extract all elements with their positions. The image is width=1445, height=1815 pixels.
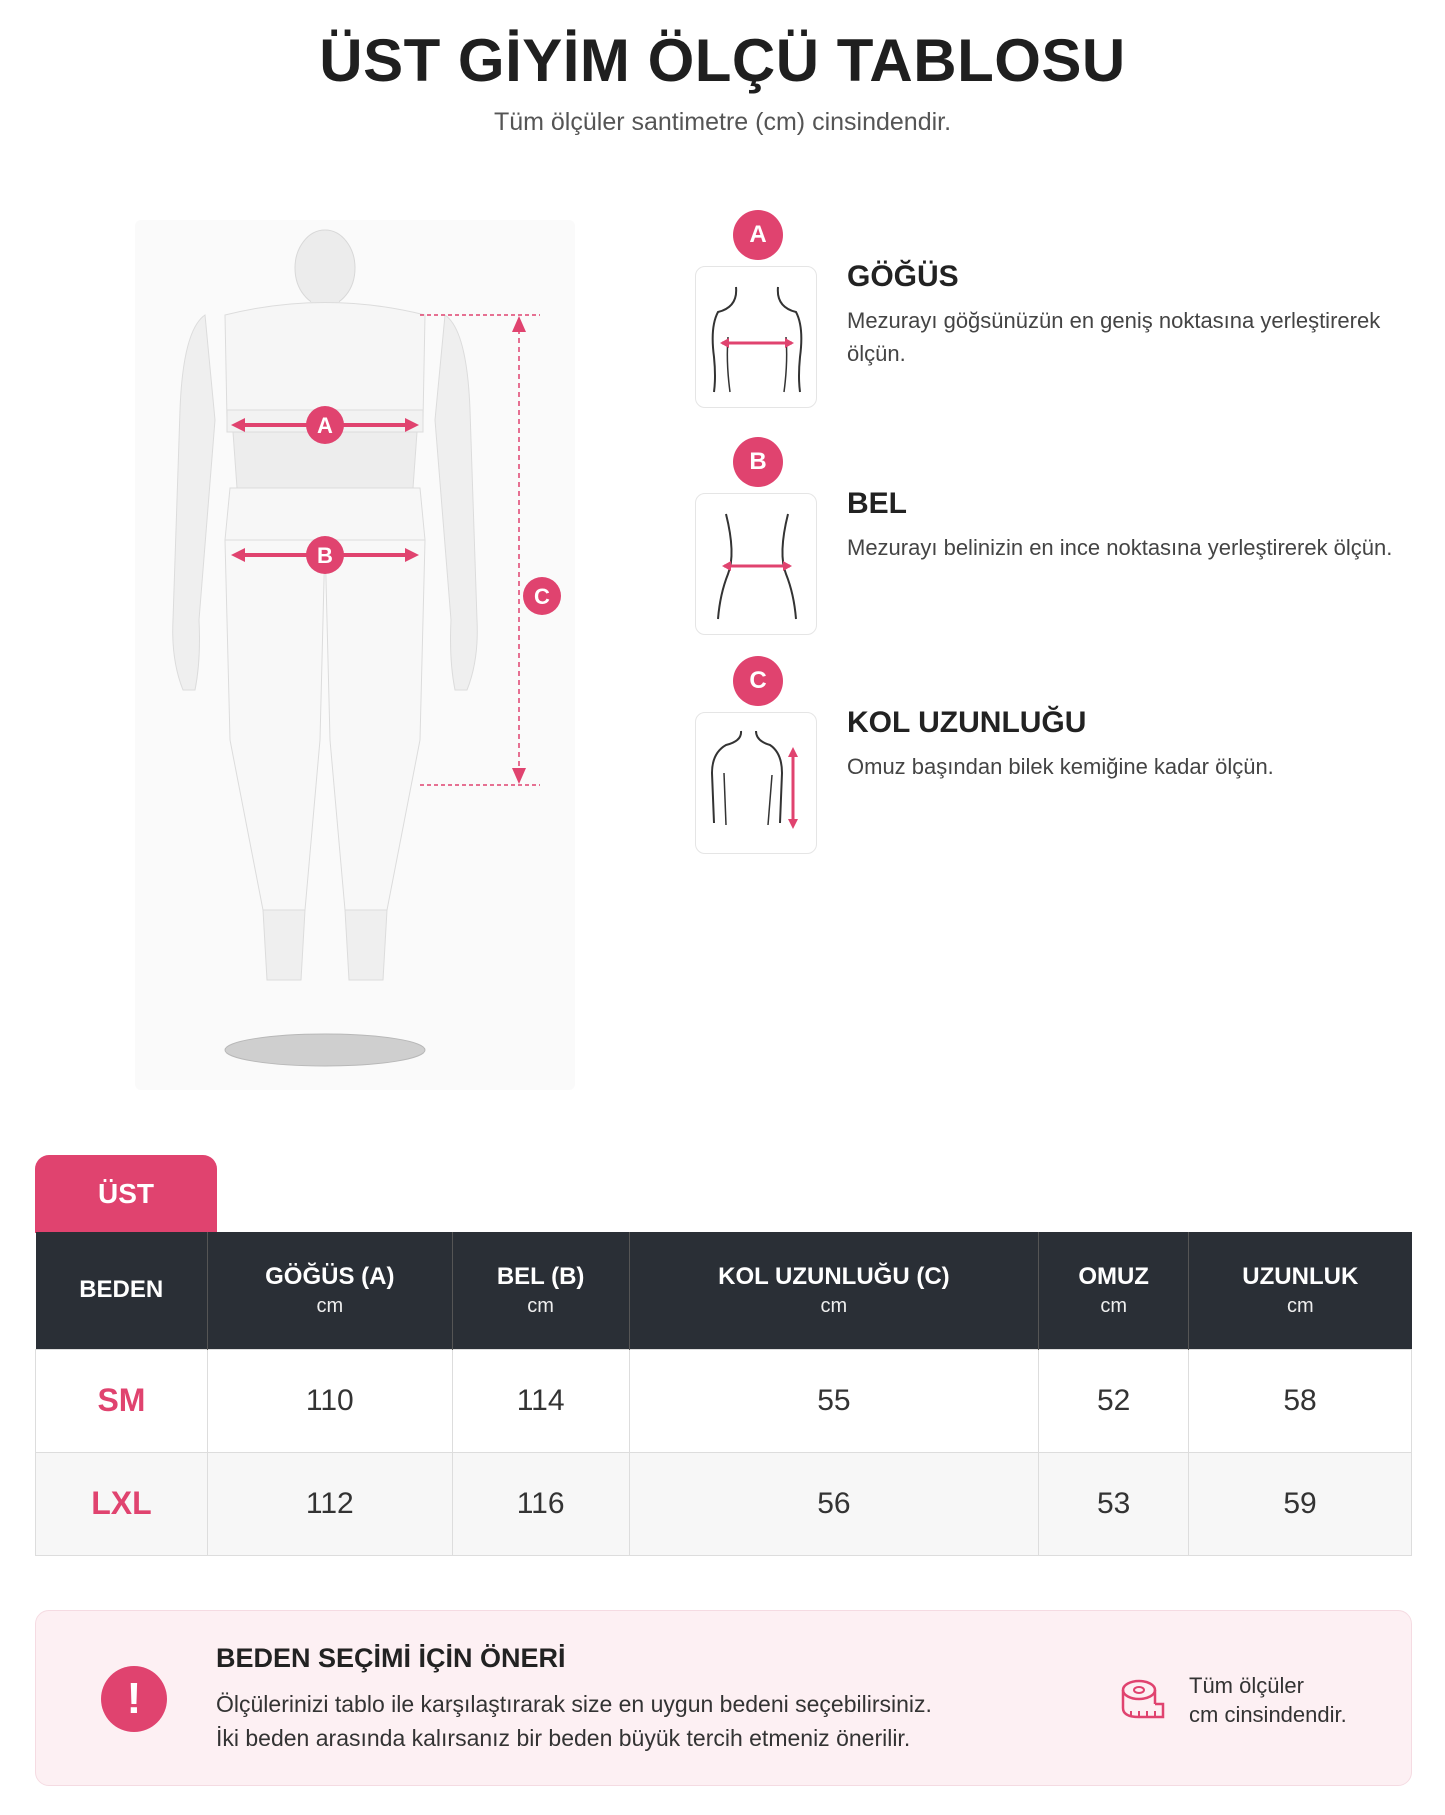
header-unit: cm (1286, 1294, 1314, 1317)
guide-title-chest: GÖĞÜS (847, 260, 959, 293)
table-row (36, 1349, 1412, 1452)
header-unit: cm (1100, 1294, 1127, 1317)
header-label: BEL (B) (496, 1262, 585, 1290)
size-cell: SM (36, 1349, 208, 1452)
header-uzunluk (1189, 1232, 1412, 1349)
guide-title-waist: BEL (847, 487, 907, 520)
header-unit: cm (527, 1294, 554, 1317)
chest-measure-icon (695, 266, 817, 408)
header-label: KOL UZUNLUĞU (C) (718, 1262, 950, 1290)
guide-desc-waist: Mezurayı belinizin en ince noktasına yerleştirerek ölçün. (847, 535, 1393, 560)
table-cell: 52 (1039, 1349, 1189, 1452)
tape-note-line-1: Tüm ölçüler (1189, 1673, 1304, 1698)
table-cell: 59 (1189, 1452, 1412, 1555)
header-kol (629, 1232, 1039, 1349)
tape-note (1189, 1671, 1347, 1729)
header-omuz (1039, 1232, 1189, 1349)
header-label: UZUNLUK (1242, 1262, 1359, 1290)
header-bel (452, 1232, 629, 1349)
guide-badge-a: A (733, 210, 783, 260)
figure-label-a: A (317, 413, 333, 438)
page-subtitle: Tüm ölçüler santimetre (cm) cinsindendir. (493, 108, 952, 136)
waist-measure-icon (695, 493, 817, 635)
page-header (0, 28, 1445, 137)
table-cell: 112 (207, 1452, 452, 1555)
table-cell: 114 (452, 1349, 629, 1452)
table-row (36, 1452, 1412, 1555)
size-advice-note (35, 1610, 1412, 1786)
guide-chest (695, 210, 1415, 420)
guide-waist (695, 437, 1415, 647)
size-cell: LXL (36, 1452, 208, 1555)
size-table (35, 1232, 1412, 1556)
tab-ust[interactable]: ÜST (35, 1155, 217, 1233)
guide-badge-b: B (733, 437, 783, 487)
guide-desc-chest: Mezurayı göğsünüzün en geniş noktasına yerleştirerek ölçün. (847, 308, 1381, 366)
figure-label-c: C (534, 584, 550, 609)
table-cell: 56 (629, 1452, 1039, 1555)
header-unit: cm (820, 1294, 848, 1317)
tape-note-line-2: cm cinsindendir. (1189, 1702, 1347, 1727)
arm-length-measure-icon (695, 712, 817, 854)
exclamation-icon: ! (101, 1666, 167, 1732)
table-header-row (36, 1232, 1412, 1349)
figure-label-b: B (317, 543, 333, 568)
guide-badge-c: C (733, 656, 783, 706)
note-line-2: İki beden arasında kalırsanız bir beden büyük tercih etmeniz önerilir. (216, 1725, 911, 1751)
note-title: BEDEN SEÇİMİ İÇİN ÖNERİ (216, 1643, 566, 1673)
mannequin-illustration (135, 220, 575, 1090)
header-unit: cm (316, 1294, 344, 1317)
table-cell: 116 (452, 1452, 629, 1555)
table-cell: 53 (1039, 1452, 1189, 1555)
page-title: ÜST GİYİM ÖLÇÜ TABLOSU (319, 27, 1126, 94)
guide-arm-length (695, 656, 1415, 866)
header-gogus (207, 1232, 452, 1349)
header-label: GÖĞÜS (A) (265, 1262, 395, 1290)
table-cell: 55 (629, 1349, 1039, 1452)
guide-title-arm-length: KOL UZUNLUĞU (847, 706, 1087, 739)
header-label: OMUZ (1078, 1262, 1149, 1290)
table-cell: 58 (1189, 1349, 1412, 1452)
note-line-1: Ölçülerinizi tablo ile karşılaştırarak size en uygun bedeni seçebilirsiniz. (216, 1691, 932, 1717)
header-beden (36, 1232, 208, 1349)
mannequin-figure (135, 220, 575, 1090)
guide-desc-arm-length: Omuz başından bilek kemiğine kadar ölçün. (847, 754, 1274, 779)
table-cell: 110 (207, 1349, 452, 1452)
measuring-tape-icon (1119, 1676, 1167, 1729)
header-label: BEDEN (79, 1276, 164, 1304)
